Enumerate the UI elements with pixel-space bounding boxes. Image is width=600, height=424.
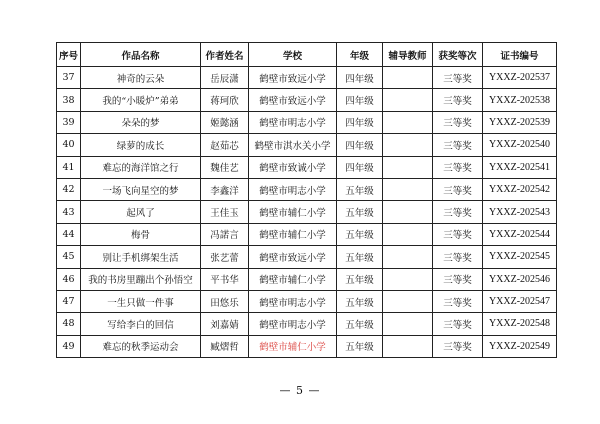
cell-cert: YXXZ-202542 [483,178,557,200]
cell-school: 鹤壁市辅仁小学 [249,201,337,223]
table-row [57,67,557,89]
cell-no: 42 [57,178,81,200]
cell-cert: YXXZ-202545 [483,246,557,268]
cell-title: 难忘的海洋馆之行 [81,156,201,178]
cell-author: 王佳玉 [201,201,249,223]
table-row [57,178,557,200]
table-row [57,134,557,156]
cell-teacher [383,313,433,335]
cell-award: 三等奖 [433,111,483,133]
cell-title: 绿萝的成长 [81,134,201,156]
cell-cert: YXXZ-202543 [483,201,557,223]
table-row [57,111,557,133]
header-no: 序号 [57,43,81,67]
cell-no: 40 [57,134,81,156]
cell-title: 难忘的秋季运动会 [81,335,201,357]
cell-school: 鹤壁市辅仁小学 [249,268,337,290]
cell-no: 38 [57,89,81,111]
cell-grade: 五年级 [337,178,383,200]
cell-school: 鹤壁市明志小学 [249,313,337,335]
cell-grade: 四年级 [337,89,383,111]
cell-title: 梅骨 [81,223,201,245]
cell-grade: 五年级 [337,223,383,245]
cell-cert: YXXZ-202538 [483,89,557,111]
cell-teacher [383,268,433,290]
header-cert: 证书编号 [483,43,557,67]
cell-award: 三等奖 [433,156,483,178]
cell-school: 鹤壁市致远小学 [249,89,337,111]
cell-author: 赵茹芯 [201,134,249,156]
cell-school: 鹤壁市致诚小学 [249,156,337,178]
cell-author: 刘嘉婧 [201,313,249,335]
cell-no: 47 [57,290,81,312]
cell-no: 49 [57,335,81,357]
cell-grade: 四年级 [337,156,383,178]
cell-title: 写给李白的回信 [81,313,201,335]
cell-cert: YXXZ-202548 [483,313,557,335]
cell-no: 41 [57,156,81,178]
header-school: 学校 [249,43,337,67]
cell-title: 神奇的云朵 [81,67,201,89]
cell-award: 三等奖 [433,67,483,89]
cell-school: 鹤壁市致远小学 [249,246,337,268]
table-body [57,67,557,358]
cell-cert: YXXZ-202540 [483,134,557,156]
cell-school-highlighted: 鹤壁市辅仁小学 [249,335,337,357]
cell-school: 鹤壁市致远小学 [249,67,337,89]
cell-title: 别让手机绑架生活 [81,246,201,268]
table-row [57,290,557,312]
cell-title: 一生只做一件事 [81,290,201,312]
cell-no: 45 [57,246,81,268]
table-row [57,223,557,245]
cell-author: 岳辰潇 [201,67,249,89]
cell-no: 46 [57,268,81,290]
cell-grade: 四年级 [337,111,383,133]
cell-no: 48 [57,313,81,335]
cell-author: 冯諾言 [201,223,249,245]
cell-teacher [383,223,433,245]
table-row [57,313,557,335]
cell-author: 平书华 [201,268,249,290]
header-author: 作者姓名 [201,43,249,67]
cell-school: 鹤壁市辅仁小学 [249,223,337,245]
cell-grade: 四年级 [337,134,383,156]
table-row [57,201,557,223]
cell-cert: YXXZ-202546 [483,268,557,290]
table-header-row [57,43,557,67]
table-row [57,156,557,178]
cell-grade: 五年级 [337,201,383,223]
cell-school: 鹤壁市明志小学 [249,178,337,200]
cell-school: 鹤壁市淇水关小学 [249,134,337,156]
cell-grade: 五年级 [337,290,383,312]
cell-no: 37 [57,67,81,89]
cell-grade: 五年级 [337,313,383,335]
cell-grade: 四年级 [337,67,383,89]
header-award: 获奖等次 [433,43,483,67]
cell-author: 蒋珂欣 [201,89,249,111]
cell-teacher [383,156,433,178]
cell-author: 李鑫洋 [201,178,249,200]
cell-author: 田悠乐 [201,290,249,312]
cell-cert: YXXZ-202541 [483,156,557,178]
cell-award: 三等奖 [433,268,483,290]
cell-no: 43 [57,201,81,223]
cell-teacher [383,178,433,200]
cell-title: 我的书房里蹦出个孙悟空 [81,268,201,290]
cell-award: 三等奖 [433,223,483,245]
award-table [56,42,557,358]
header-grade: 年级 [337,43,383,67]
cell-school: 鹤壁市明志小学 [249,290,337,312]
cell-title: 起风了 [81,201,201,223]
cell-no: 44 [57,223,81,245]
table-row [57,335,557,357]
cell-teacher [383,134,433,156]
cell-award: 三等奖 [433,201,483,223]
cell-teacher [383,335,433,357]
cell-award: 三等奖 [433,178,483,200]
cell-author: 臧熠哲 [201,335,249,357]
cell-teacher [383,67,433,89]
cell-author: 魏佳艺 [201,156,249,178]
cell-cert: YXXZ-202549 [483,335,557,357]
cell-author: 姬懿涵 [201,111,249,133]
cell-award: 三等奖 [433,335,483,357]
cell-award: 三等奖 [433,290,483,312]
cell-cert: YXXZ-202547 [483,290,557,312]
cell-grade: 五年级 [337,246,383,268]
cell-grade: 五年级 [337,268,383,290]
cell-cert: YXXZ-202537 [483,67,557,89]
cell-no: 39 [57,111,81,133]
cell-title: 我的“小暖炉”弟弟 [81,89,201,111]
cell-teacher [383,290,433,312]
cell-school: 鹤壁市明志小学 [249,111,337,133]
cell-award: 三等奖 [433,246,483,268]
header-teacher: 辅导教师 [383,43,433,67]
cell-grade: 五年级 [337,335,383,357]
table-row [57,89,557,111]
cell-award: 三等奖 [433,134,483,156]
cell-author: 张艺蕾 [201,246,249,268]
cell-award: 三等奖 [433,89,483,111]
table-row [57,268,557,290]
cell-cert: YXXZ-202544 [483,223,557,245]
cell-teacher [383,111,433,133]
table-row [57,246,557,268]
page-number: — 5 — [279,384,321,397]
cell-title: 朵朵的梦 [81,111,201,133]
cell-award: 三等奖 [433,313,483,335]
header-title: 作品名称 [81,43,201,67]
cell-teacher [383,89,433,111]
cell-teacher [383,246,433,268]
cell-teacher [383,201,433,223]
cell-cert: YXXZ-202539 [483,111,557,133]
cell-title: 一场飞向星空的梦 [81,178,201,200]
